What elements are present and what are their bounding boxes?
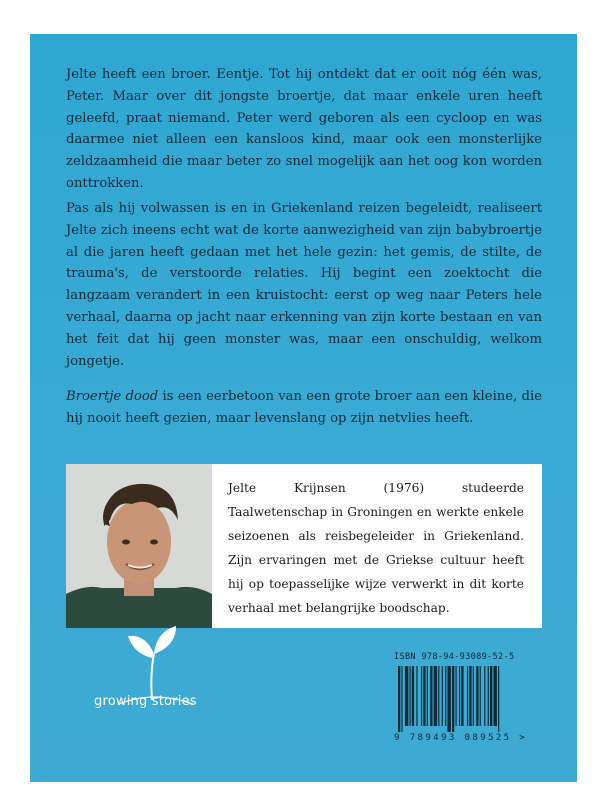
barcode-bar <box>480 666 481 726</box>
author-photo <box>66 464 212 628</box>
barcode-bar <box>405 666 408 726</box>
blurb-paragraph-3 <box>66 386 542 430</box>
book-title: Broertje dood <box>66 389 159 404</box>
author-bio-text: Jelte Krijnsen (1976) studeerde Taalwetenschap in Groningen en werkte enkele seizoenen als reisbegeleider in Griekenland. Zijn ervaringen met de Griekse cultuur heeft hij op toepasselijke wijze verwerkt in dit korte verhaal met belangrijke boodschap. <box>228 481 524 615</box>
publisher-logo <box>94 614 214 724</box>
blurb-paragraph-1: Jelte heeft een broer. Eentje. Tot hij ontdekt dat er ooit nóg één was, Peter. Maar over dit jongste broertje, dat maar enkele uren heeft geleefd, praat niemand. Peter werd geboren als een cycloop en was daarmee niet alleen een kansloos kind, maar ook een monsterlijke zeldzaamheid die maar beter zo snel mogelijk aan het oog kon worden onttrokken. <box>66 67 542 191</box>
barcode-bar <box>442 666 443 726</box>
barcode-bar <box>423 666 425 726</box>
barcode-bar <box>438 666 439 726</box>
barcode-bar <box>447 666 450 732</box>
barcode-bar <box>416 666 417 726</box>
barcode-bar <box>427 666 428 726</box>
barcode-bar <box>398 666 400 732</box>
barcode-bar <box>459 666 460 726</box>
isbn-label: ISBN 978-94-93089-52-5 <box>394 652 515 662</box>
blurb-paragraph-3-text: is een eerbetoon van een grote broer aan een kleine, die hij nooit heeft gezien, maar levenslang op zijn netvlies heeft. <box>66 389 542 426</box>
isbn-barcode <box>394 652 554 748</box>
barcode-bar <box>473 666 474 726</box>
barcode-bar <box>461 666 463 726</box>
barcode-bar <box>467 666 468 726</box>
barcode-bar <box>498 666 499 732</box>
blurb-paragraph-2: Pas als hij volwassen is en in Griekenland reizen begeleidt, realiseert Jelte zich ineens echt wat de korte aanwezigheid van zijn babybroertje al die jaren heeft gedaan met het hele gezin: het gemis, de stilte, de trauma's, de verstoorde relaties. Hij begint een zoektocht die langzaam verandert in een kruistocht: eerst op weg naar Peters hele verhaal, daarna op jacht naar erkenning van zijn korte bestaan en van het feit dat hij geen monster was, maar een onschuldig, welkom jongetje. <box>66 201 542 369</box>
barcode-bar <box>401 666 402 732</box>
barcode-bar <box>476 666 478 726</box>
back-cover <box>30 34 577 782</box>
barcode-bar <box>445 666 446 726</box>
barcode-bar <box>430 666 432 726</box>
barcode-bar <box>488 666 489 726</box>
publisher-name: growing stories <box>94 694 197 709</box>
barcode-bar <box>469 666 471 726</box>
barcode-bar <box>412 666 414 726</box>
barcode-bar <box>456 666 457 726</box>
barcode-bar <box>434 666 437 726</box>
barcode-bar <box>490 666 492 726</box>
barcode-bar <box>421 666 422 726</box>
author-bio-box <box>66 464 542 628</box>
sprout-icon <box>94 614 214 704</box>
barcode-bar <box>493 666 496 726</box>
barcode-bar <box>484 666 485 726</box>
barcode-bars <box>394 666 554 732</box>
barcode-bar <box>410 666 411 726</box>
barcode-bar <box>452 666 454 732</box>
barcode-digits: 9 789493 089525 > <box>394 732 528 743</box>
